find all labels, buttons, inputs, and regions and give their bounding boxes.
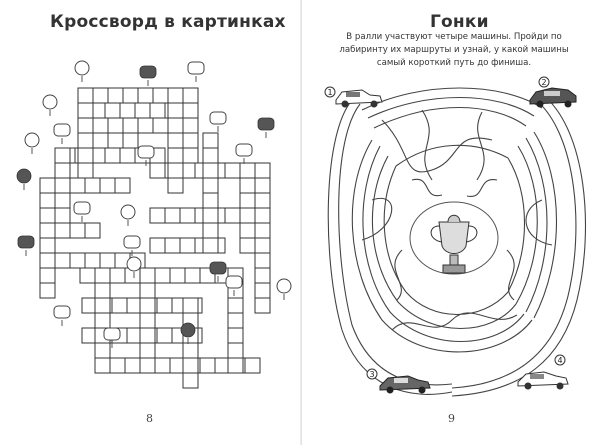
crossword-cell[interactable] <box>95 358 110 373</box>
crossword-cell[interactable] <box>255 268 270 283</box>
crossword-cell[interactable] <box>140 313 155 328</box>
teapot-icon <box>188 62 204 82</box>
crossword-cell[interactable] <box>255 163 270 178</box>
iron-icon <box>74 202 90 222</box>
crossword-cell[interactable] <box>150 103 165 118</box>
crossword-cell[interactable] <box>140 328 155 343</box>
crossword-cell[interactable] <box>105 103 120 118</box>
crossword-cell[interactable] <box>168 148 183 163</box>
crossword-cell[interactable] <box>240 163 255 178</box>
crossword-cell[interactable] <box>105 148 120 163</box>
crossword-cell[interactable] <box>78 133 93 148</box>
crossword-cell[interactable] <box>85 178 100 193</box>
crossword-cell[interactable] <box>240 223 255 238</box>
scooter-icon <box>54 306 70 326</box>
crossword-cell[interactable] <box>168 133 183 148</box>
crossword-cell[interactable] <box>228 343 243 358</box>
crossword-cell[interactable] <box>157 328 172 343</box>
left-page-number: 8 <box>146 412 153 425</box>
crossword-cell[interactable] <box>168 118 183 133</box>
crossword-cell[interactable] <box>110 268 125 283</box>
crossword-cell[interactable] <box>225 208 240 223</box>
race-maze <box>302 0 604 445</box>
crossword-cell[interactable] <box>228 313 243 328</box>
crossword-cell[interactable] <box>203 223 218 238</box>
crossword-cell[interactable] <box>183 88 198 103</box>
crossword-cell[interactable] <box>95 268 110 283</box>
crossword-cell[interactable] <box>150 208 165 223</box>
crossword-cell[interactable] <box>78 148 93 163</box>
pistol-icon <box>121 205 135 226</box>
crossword-cell[interactable] <box>125 358 140 373</box>
crossword-cell[interactable] <box>70 223 85 238</box>
crossword-cell[interactable] <box>78 88 93 103</box>
crossword-cell[interactable] <box>123 88 138 103</box>
crossword-cell[interactable] <box>183 118 198 133</box>
crossword-cell[interactable] <box>155 358 170 373</box>
crossword-cell[interactable] <box>203 163 218 178</box>
crossword-cell[interactable] <box>255 238 270 253</box>
crossword-cell[interactable] <box>183 133 198 148</box>
crossword-cell[interactable] <box>153 118 168 133</box>
crossword-cell[interactable] <box>228 328 243 343</box>
bag-icon <box>277 279 291 300</box>
lamp-icon <box>25 133 39 154</box>
crossword-cell[interactable] <box>93 118 108 133</box>
crossword-cell[interactable] <box>123 133 138 148</box>
crossword-cell[interactable] <box>203 133 218 148</box>
crossword-cell[interactable] <box>78 163 93 178</box>
crossword-cell[interactable] <box>180 238 195 253</box>
crossword-cell[interactable] <box>78 103 93 118</box>
crossword-cell[interactable] <box>203 148 218 163</box>
crossword-cell[interactable] <box>55 208 70 223</box>
crossword-cell[interactable] <box>255 193 270 208</box>
maze-title: Гонки <box>430 12 489 32</box>
car-2 <box>530 77 576 108</box>
right-page <box>302 0 604 445</box>
crossword-cell[interactable] <box>185 268 200 283</box>
figurine-icon <box>75 61 89 82</box>
crossword-cell[interactable] <box>40 283 55 298</box>
crossword-cell[interactable] <box>245 358 260 373</box>
crossword-cell[interactable] <box>108 88 123 103</box>
crossword-cell[interactable] <box>40 238 55 253</box>
crossword-cell[interactable] <box>108 133 123 148</box>
crossword-cell[interactable] <box>70 253 85 268</box>
mitten-icon <box>258 118 274 138</box>
crossword-cell[interactable] <box>225 163 240 178</box>
crossword-cell[interactable] <box>120 103 135 118</box>
crossword-cell[interactable] <box>40 178 55 193</box>
maze-instructions: В ралли участвуют четыре машины. Пройди по лабиринту их маршруты и узнай, у какой машины самый короткий путь до финиша. <box>339 32 569 68</box>
crossword-cell[interactable] <box>150 163 165 178</box>
crossword-cell[interactable] <box>55 253 70 268</box>
crossword-cell[interactable] <box>153 88 168 103</box>
crossword-cell[interactable] <box>138 118 153 133</box>
crossword-cell[interactable] <box>183 373 198 388</box>
crossword-cell[interactable] <box>255 208 270 223</box>
crossword-cell[interactable] <box>70 178 85 193</box>
crossword-cell[interactable] <box>135 103 150 118</box>
crossword-cell[interactable] <box>168 178 183 193</box>
crossword-cell[interactable] <box>95 313 110 328</box>
crossword-cell[interactable] <box>95 298 110 313</box>
crossword-cell[interactable] <box>123 118 138 133</box>
car-1-number: 1 <box>327 88 333 97</box>
crossword-cell[interactable] <box>55 223 70 238</box>
crossword-cell[interactable] <box>55 193 70 208</box>
crossword-cell[interactable] <box>93 88 108 103</box>
crossword-cell[interactable] <box>168 163 183 178</box>
yarn-ball-icon <box>54 124 70 144</box>
crossword-cell[interactable] <box>157 298 172 313</box>
crossword-cell[interactable] <box>228 298 243 313</box>
crossword-cell[interactable] <box>108 118 123 133</box>
crossword-cell[interactable] <box>168 103 183 118</box>
crossword-cell[interactable] <box>240 178 255 193</box>
crossword-cell[interactable] <box>95 343 110 358</box>
crossword-cell[interactable] <box>200 358 215 373</box>
grapes-icon <box>236 144 252 164</box>
car-3-number: 3 <box>369 370 375 379</box>
crossword-title: Кроссворд в картинках <box>50 12 286 32</box>
crossword-cell[interactable] <box>40 253 55 268</box>
crossword-cell[interactable] <box>183 148 198 163</box>
crossword-cell[interactable] <box>255 223 270 238</box>
crossword-cell[interactable] <box>55 163 70 178</box>
car-2-number: 2 <box>541 78 547 87</box>
crossword-cell[interactable] <box>140 358 155 373</box>
flag-icon <box>17 169 31 190</box>
crossword-cell[interactable] <box>203 208 218 223</box>
crossword-cell[interactable] <box>165 238 180 253</box>
trophy-cup-icon <box>410 202 498 274</box>
crossword-cell[interactable] <box>183 358 198 373</box>
clown-icon <box>140 66 156 86</box>
crossword-cell[interactable] <box>112 298 127 313</box>
lips-icon <box>18 236 34 256</box>
crossword-cell[interactable] <box>85 223 100 238</box>
crossword-cell[interactable] <box>183 298 198 313</box>
crossword-cell[interactable] <box>100 178 115 193</box>
crossword-cell[interactable] <box>140 268 155 283</box>
crossword-cell[interactable] <box>228 358 243 373</box>
crossword-cell[interactable] <box>240 208 255 223</box>
car-4 <box>518 355 568 390</box>
crossword-cell[interactable] <box>55 148 70 163</box>
crossword-cell[interactable] <box>255 298 270 313</box>
crossword-cell[interactable] <box>40 193 55 208</box>
car-4-number: 4 <box>557 356 563 365</box>
crossword-cell[interactable] <box>138 88 153 103</box>
crossword-cell[interactable] <box>165 208 180 223</box>
crossword-cell[interactable] <box>40 208 55 223</box>
crossword-cell[interactable] <box>120 148 135 163</box>
crossword-cell[interactable] <box>140 283 155 298</box>
crossword-cell[interactable] <box>78 118 93 133</box>
crossword-cell[interactable] <box>255 178 270 193</box>
crossword-cell[interactable] <box>95 283 110 298</box>
crossword-cell[interactable] <box>55 178 70 193</box>
crossword-cell[interactable] <box>183 343 198 358</box>
crossword-cell[interactable] <box>240 238 255 253</box>
crossword-cell[interactable] <box>80 268 95 283</box>
crossword-cell[interactable] <box>203 238 218 253</box>
crossword-cell[interactable] <box>203 193 218 208</box>
crossword-cell[interactable] <box>255 283 270 298</box>
bread-icon <box>43 95 57 116</box>
right-page-number: 9 <box>448 412 455 425</box>
crossword-cell[interactable] <box>168 88 183 103</box>
crossword-cell[interactable] <box>110 358 125 373</box>
crossword-cell[interactable] <box>240 193 255 208</box>
crossword-cell[interactable] <box>40 268 55 283</box>
crossword-cell[interactable] <box>93 133 108 148</box>
crossword-cell[interactable] <box>183 103 198 118</box>
crossword-cell[interactable] <box>180 208 195 223</box>
crossword-cell[interactable] <box>203 178 218 193</box>
crossword-cell[interactable] <box>140 343 155 358</box>
crossword-cell[interactable] <box>170 268 185 283</box>
crossword-cell[interactable] <box>40 223 55 238</box>
crossword-cell[interactable] <box>115 178 130 193</box>
car-1 <box>325 87 382 108</box>
crossword-cell[interactable] <box>150 238 165 253</box>
crossword-cell[interactable] <box>155 268 170 283</box>
crossword-cell[interactable] <box>255 253 270 268</box>
crossword-cell[interactable] <box>100 253 115 268</box>
crossword-cell[interactable] <box>140 298 155 313</box>
crossword-cell[interactable] <box>85 253 100 268</box>
tractor-icon <box>210 112 226 132</box>
